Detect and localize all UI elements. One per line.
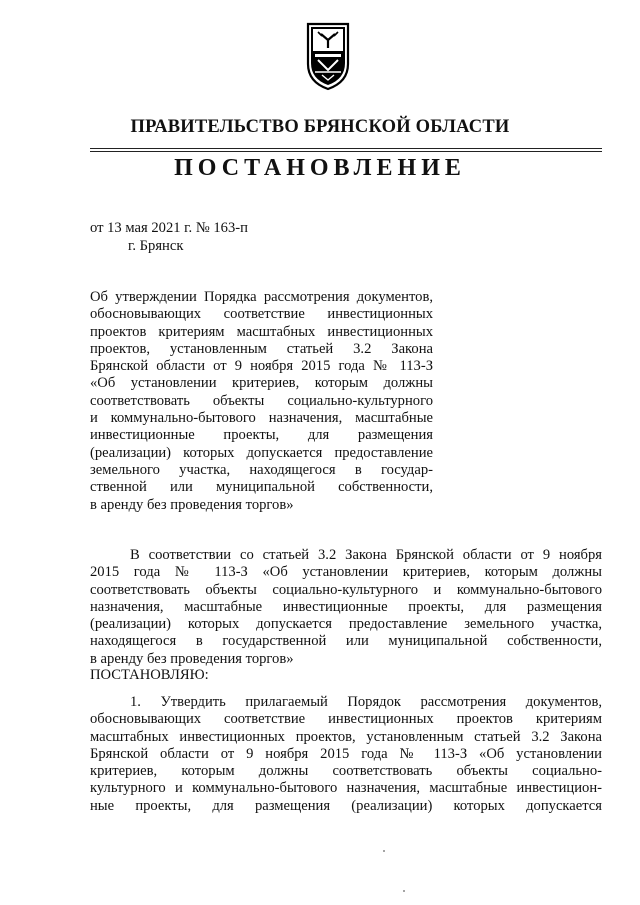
- subject-line: проектов критериям масштабных инвестиционных: [90, 323, 433, 340]
- subject-line: соответствовать объекты социально-культурного: [90, 392, 433, 409]
- subject-line: Об утверждении Порядка рассмотрения документов,: [90, 289, 433, 305]
- subject-line: (реализации) которых допускается предоставление: [90, 444, 433, 461]
- document-subject: [90, 289, 433, 514]
- subject-line: земельного участка, находящегося в государ-: [90, 461, 433, 478]
- subject-line: обосновывающих соответствие инвестиционных: [90, 306, 433, 323]
- item-1-line: обосновывающих соответствие инвестиционных проектов критериям: [90, 711, 602, 728]
- subject-line: ственной или муниципальной собственности,: [90, 479, 433, 496]
- item-1-line: масштабных инвестиционных проектов, установленным статьей 3.2 Закона: [90, 728, 602, 745]
- item-1-line: 1. Утвердить прилагаемый Порядок рассмотрения документов,: [130, 694, 602, 710]
- document-type-title: ПОСТАНОВЛЕНИЕ: [174, 155, 466, 181]
- scan-speck: [403, 890, 405, 892]
- preamble-line: соответствовать объекты социально-культурного и коммунально-бытового: [90, 581, 602, 598]
- preamble-line: в аренду без проведения торгов»: [90, 650, 294, 667]
- subject-line: и коммунально-бытового назначения, масштабные: [90, 410, 433, 427]
- subject-line: Брянской области от 9 ноября 2015 года № 113-З: [90, 358, 433, 375]
- government-title: ПРАВИТЕЛЬСТВО БРЯНСКОЙ ОБЛАСТИ: [130, 117, 510, 137]
- header-divider-bottom: [90, 151, 602, 152]
- header-divider-top: [90, 148, 602, 149]
- subject-line: инвестиционные проекты, для размещения: [90, 427, 433, 444]
- city-line: г. Брянск: [128, 238, 184, 254]
- preamble-line: (реализации) которых допускается предоставление земельного участка,: [90, 616, 602, 633]
- item-1-line: критериев, которым должны соответствовать объекты социально-: [90, 763, 602, 780]
- subject-line: проектов, установленным статьей 3.2 Закона: [90, 340, 433, 357]
- preamble-line: 2015 года № 113-З «Об установлении критериев, которым должны: [90, 564, 602, 581]
- item-1-paragraph: [90, 694, 602, 815]
- item-1-line: культурного и коммунально-бытового назначения, масштабные инвестицион-: [90, 780, 602, 797]
- preamble-line: В соответствии со статьей 3.2 Закона Брянской области от 9 ноября: [130, 547, 602, 563]
- item-1-line: ные проекты, для размещения (реализации) которых допускается: [90, 797, 602, 814]
- decree-word: ПОСТАНОВЛЯЮ:: [90, 667, 209, 683]
- preamble-line: находящегося в государственной или муниципальной собственности,: [90, 633, 602, 650]
- preamble-paragraph: [90, 547, 602, 668]
- subject-line: в аренду без проведения торгов»: [90, 496, 294, 513]
- item-1-line: Брянской области от 9 ноября 2015 года № 113-З «Об установлении: [90, 745, 602, 762]
- date-and-number: от 13 мая 2021 г. № 163-п: [90, 220, 248, 236]
- scan-speck: [383, 850, 385, 852]
- preamble-line: назначения, масштабные инвестиционные проекты, для размещения: [90, 598, 602, 615]
- bryansk-coat-of-arms-icon: [302, 20, 354, 92]
- subject-line: «Об установлении критериев, которым должны: [90, 375, 433, 392]
